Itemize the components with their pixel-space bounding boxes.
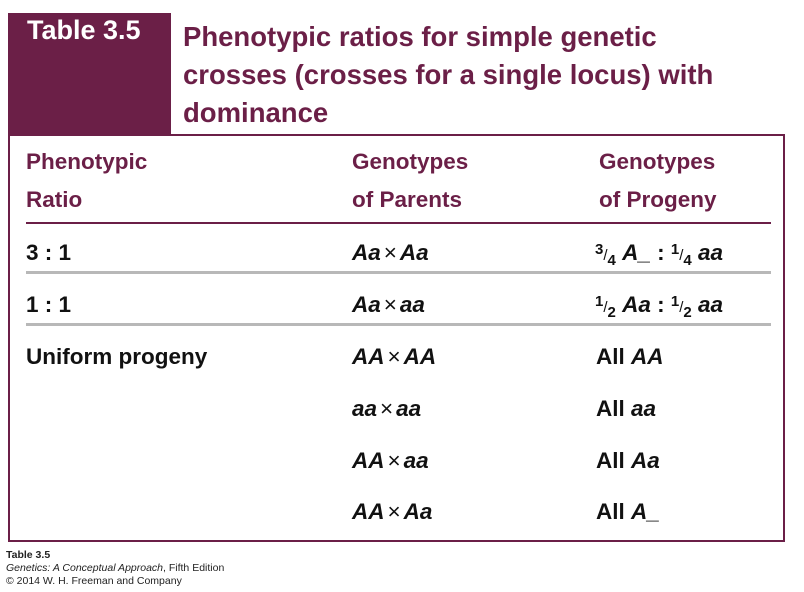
header-col2-line2: of Parents <box>352 187 463 212</box>
row-divider <box>26 271 771 274</box>
cross-symbol: × <box>380 396 394 421</box>
header-col3-line1: Genotypes <box>599 149 716 174</box>
row6-parent1: AA <box>352 499 385 524</box>
row1-fraction-1: 3/4 <box>595 241 616 269</box>
row3-progeny-prefix: All <box>596 344 632 369</box>
row1-parents <box>352 240 429 266</box>
row1-parent1: Aa <box>352 240 381 265</box>
header-rule <box>26 222 771 224</box>
row5-progeny-prefix: All <box>596 448 632 473</box>
row1-fraction-2: 1/4 <box>670 241 692 269</box>
row6-progeny-genotype: A_ <box>631 499 660 524</box>
row5-parent1: AA <box>352 448 385 473</box>
cross-symbol: × <box>387 344 401 369</box>
row5-parents <box>352 448 429 474</box>
footer-edition: , Fifth Edition <box>163 562 225 574</box>
row5-progeny <box>596 448 660 474</box>
footer-book-line <box>6 562 224 575</box>
row4-progeny <box>596 396 656 422</box>
footer-book-title: Genetics: A Conceptual Approach <box>6 562 164 574</box>
cross-symbol: × <box>383 292 397 317</box>
row4-parents <box>352 396 421 422</box>
row4-parent2: aa <box>396 396 422 421</box>
header-genotypes-parents <box>352 143 468 219</box>
fraction-numerator: 3 <box>595 241 604 258</box>
row3-parent2: AA <box>403 344 437 369</box>
header-col1-line2: Ratio <box>26 187 83 212</box>
row2-genotype-2: aa <box>698 292 724 317</box>
cross-symbol: × <box>383 240 397 265</box>
row1-parent2: Aa <box>399 240 429 265</box>
row2-ratio: 1 : 1 <box>26 292 72 317</box>
row4-progeny-genotype: aa <box>631 396 657 421</box>
row2-parent2: aa <box>399 292 425 317</box>
row2-parent1: Aa <box>352 292 381 317</box>
row2-separator: : <box>650 292 671 317</box>
row3-parent1: AA <box>352 344 385 369</box>
fraction-numerator: 1 <box>595 293 604 310</box>
row6-parents <box>352 499 432 525</box>
header-col2-line1: Genotypes <box>352 149 469 174</box>
cross-symbol: × <box>387 448 401 473</box>
row3-parents <box>352 344 436 370</box>
cross-symbol: × <box>387 499 401 524</box>
row1-progeny <box>595 240 724 269</box>
table-label: Table 3.5 <box>27 15 141 45</box>
title-line-2: crosses (crosses for a single locus) with <box>183 59 714 90</box>
footer-copyright: © 2014 W. H. Freeman and Company <box>6 575 182 587</box>
header-col3-line2: of Progeny <box>599 187 717 212</box>
fraction-denominator: 2 <box>607 304 616 321</box>
fraction-numerator: 1 <box>670 293 680 310</box>
row4-parent1: aa <box>352 396 378 421</box>
row6-progeny <box>596 499 660 525</box>
header-genotypes-progeny <box>599 143 717 219</box>
row4-progeny-prefix: All <box>596 396 632 421</box>
row3-ratio: Uniform progeny <box>26 344 208 369</box>
row1-genotype-2: aa <box>698 240 724 265</box>
fraction-denominator: 4 <box>683 252 692 269</box>
fraction-denominator: 4 <box>607 252 616 269</box>
figure-credit <box>6 549 224 588</box>
row3-progeny-genotype: AA <box>631 344 664 369</box>
table-title <box>183 18 783 132</box>
row1-ratio: 3 : 1 <box>26 240 72 265</box>
row2-fraction-1: 1/2 <box>595 293 616 321</box>
fraction-denominator: 2 <box>683 304 692 321</box>
row1-separator: : <box>650 240 671 265</box>
row-divider <box>26 323 771 326</box>
title-line-3: dominance <box>183 97 329 128</box>
row2-parents <box>352 292 425 318</box>
row5-parent2: aa <box>403 448 429 473</box>
footer-table-label: Table 3.5 <box>6 549 51 561</box>
row2-genotype-1: Aa <box>622 292 651 317</box>
row6-progeny-prefix: All <box>596 499 632 524</box>
header-col1-line1: Phenotypic <box>26 149 148 174</box>
fraction-numerator: 1 <box>670 241 680 258</box>
header-phenotypic-ratio <box>26 143 147 219</box>
row2-fraction-2: 1/2 <box>670 293 692 321</box>
row2-progeny <box>595 292 724 321</box>
row3-progeny <box>596 344 664 370</box>
row6-parent2: Aa <box>403 499 433 524</box>
title-line-1: Phenotypic ratios for simple genetic <box>183 21 657 52</box>
row5-progeny-genotype: Aa <box>631 448 660 473</box>
row1-genotype-1: A_ <box>622 240 651 265</box>
